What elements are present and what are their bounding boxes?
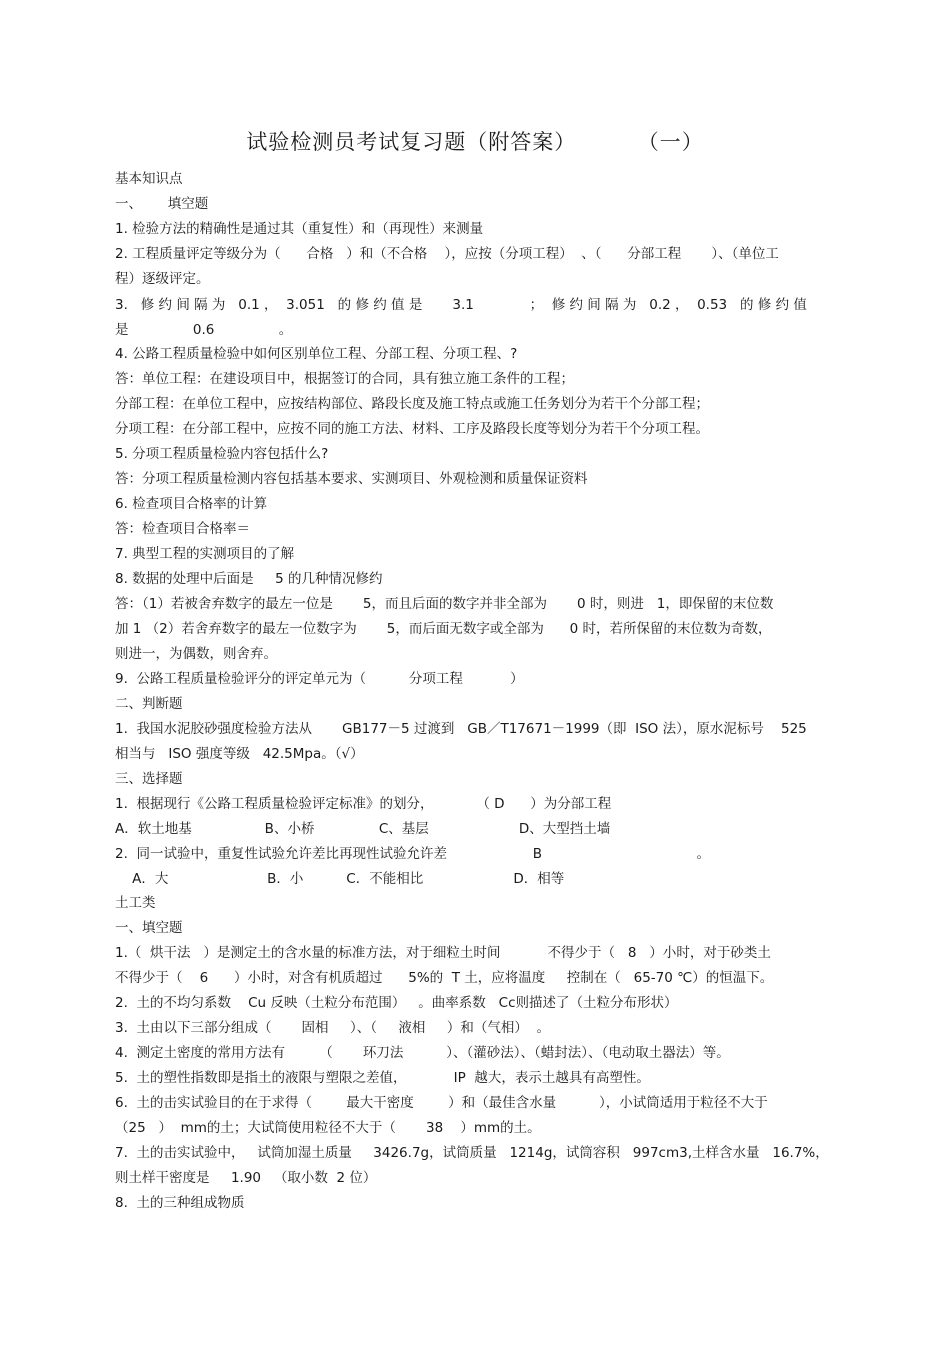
document-title: 试验检测员考试复习题（附答案） （一） — [246, 130, 704, 154]
text-line: 3. 修 约 间 隔 为 0.1 ， 3.051 的 修 约 值 是 3.1 ； 修 约 间 隔 为 0.2 ， 0.53 的 修 约 值 — [115, 297, 807, 313]
text-line: 答：分项工程质量检测内容包括基本要求、实测项目、外观检测和质量保证资料 — [115, 471, 588, 487]
text-line: 9. 公路工程质量检验评分的评定单元为（ 分项工程 ） — [115, 671, 524, 687]
text-line: 不得少于（ 6 ）小时，对含有机质超过 5%的 T 土，应将温度 控制在（ 65-70 ℃）的恒温下。 — [115, 970, 774, 986]
text-line: 二、判断题 — [115, 696, 183, 712]
text-line: 1. 我国水泥胶砂强度检验方法从 GB177－5 过渡到 GB／T17671－1999（即 ISO 法），原水泥标号 525 — [115, 721, 807, 737]
text-line: 1. 根据现行《公路工程质量检验评定标准》的划分， （ D ）为分部工程 — [115, 796, 612, 812]
text-line: 分部工程：在单位工程中，应按结构部位、路段长度及施工特点或施工任务划分为若干个分部工程； — [115, 396, 709, 412]
text-line: 分项工程：在分部工程中，应按不同的施工方法、材料、工序及路段长度等划分为若干个分项工程。 — [115, 421, 709, 437]
text-line: 基本知识点 — [115, 171, 183, 187]
text-line: 一、填空题 — [115, 920, 183, 936]
text-line: 土工类 — [115, 895, 156, 911]
text-line: 4. 公路工程质量检验中如何区别单位工程、分部工程、分项工程、? — [115, 346, 518, 362]
text-line: 8. 数据的处理中后面是 5 的几种情况修约 — [115, 571, 383, 587]
text-line: 加 1 （2）若舍弃数字的最左一位数字为 5，而后面无数字或全部为 0 时，若所保留的末位数为奇数， — [115, 621, 772, 637]
text-line: 2. 土的不均匀系数 Cu 反映（土粒分布范围） 。曲率系数 Cc则描述了（土粒分布形状） — [115, 995, 678, 1011]
text-line: （25 ） mm的土；大试筒使用粒径不大于（ 38 ）mm的土。 — [115, 1120, 541, 1136]
text-line: 2. 工程质量评定等级分为（ 合格 ）和（不合格 ），应按（分项工程） 、（ 分部工程 ）、（单位工 — [115, 246, 779, 262]
text-line: 2. 同一试验中，重复性试验允许差比再现性试验允许差 B 。 — [115, 846, 711, 862]
text-line: 5. 分项工程质量检验内容包括什么? — [115, 446, 329, 462]
text-line: 答：（1）若被舍弃数字的最左一位是 5，而且后面的数字并非全部为 0 时，则进 1，即保留的末位数 — [115, 596, 774, 612]
text-line: 1.（ 烘干法 ）是测定土的含水量的标准方法，对于细粒土时间 不得少于（ 8 ）小时，对于砂类土 — [115, 945, 771, 961]
text-line: 相当与 ISO 强度等级 42.5Mpa。（√） — [115, 746, 364, 762]
text-line: 4. 测定土密度的常用方法有 （ 环刀法 ）、（灌砂法）、（蜡封法）、（电动取土器法）等。 — [115, 1045, 730, 1061]
text-line: 一、 填空题 — [115, 196, 209, 212]
text-line: 答：单位工程：在建设项目中，根据签订的合同，具有独立施工条件的工程； — [115, 371, 574, 387]
text-line: 3. 土由以下三部分组成（ 固相 ）、（ 液相 ）和（气相） 。 — [115, 1020, 550, 1036]
text-line: A．大 B．小 C．不能相比 D．相等 — [115, 871, 565, 887]
text-line: 6. 土的击实试验目的在于求得（ 最大干密度 ）和（最佳含水量 ），小试筒适用于粒径不大于 — [115, 1095, 768, 1111]
text-line: 则进一，为偶数，则舍弃。 — [115, 646, 277, 662]
text-line: 则土样干密度是 1.90 （取小数 2 位） — [115, 1170, 377, 1186]
text-line: 三、选择题 — [115, 771, 183, 787]
text-line: 答：检查项目合格率＝ — [115, 521, 250, 537]
text-line: 是 0.6 。 — [115, 322, 293, 338]
text-line: A．软土地基 B、小桥 C、基层 D、大型挡土墙 — [115, 821, 611, 837]
text-line: 6. 检查项目合格率的计算 — [115, 496, 268, 512]
text-line: 7. 典型工程的实测项目的了解 — [115, 546, 295, 562]
text-line: 8. 土的三种组成物质 — [115, 1195, 245, 1211]
text-line: 7. 土的击实试验中， 试筒加湿土质量 3426.7g，试筒质量 1214g，试筒容积 997cm3,土样含水量 16.7%， — [115, 1145, 829, 1161]
text-line: 1. 检验方法的精确性是通过其（重复性）和（再现性）来测量 — [115, 221, 484, 237]
text-line: 5. 土的塑性指数即是指土的液限与塑限之差值， IP 越大，表示土越具有高塑性。 — [115, 1070, 650, 1086]
text-line: 程）逐级评定。 — [115, 271, 210, 287]
